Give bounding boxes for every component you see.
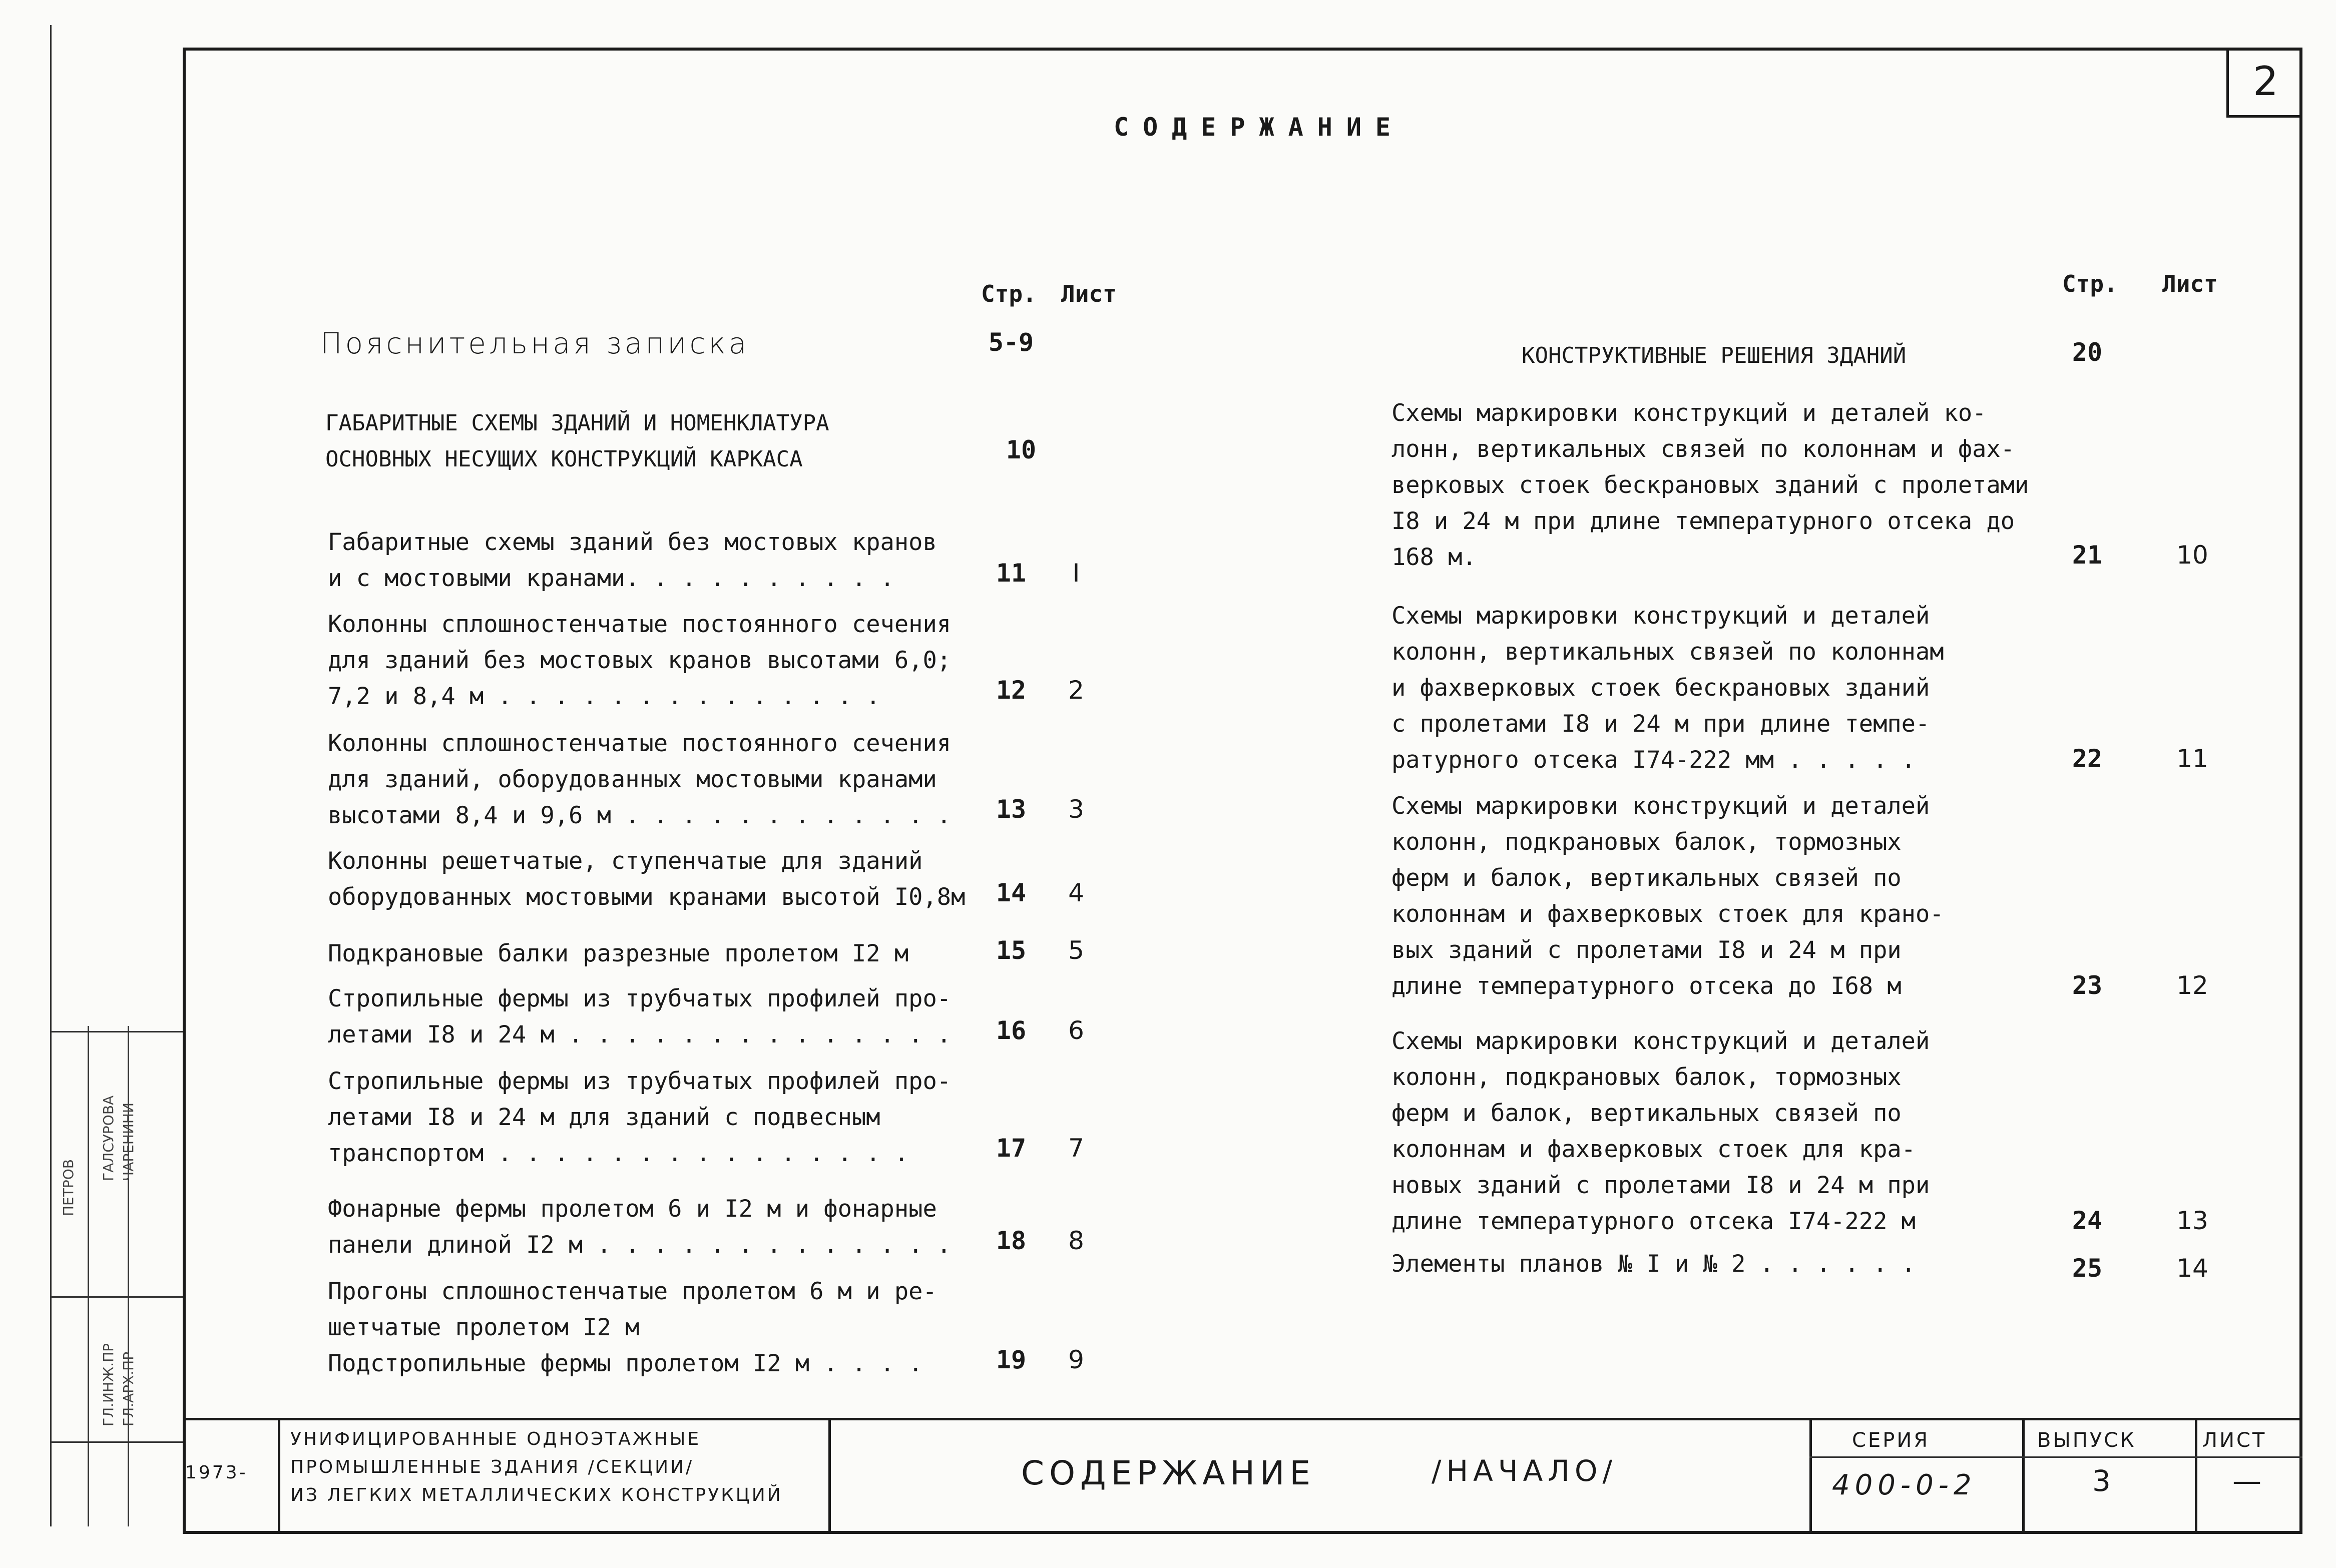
toc-entry-text: Схемы маркировки конструкций и деталей ко- лонн, вертикальных связей по колоннам и фах- верковых стоек бескрановых зданий с пролетами I8 и 24 м при длине температурного отсека до 168 м. — [1391, 399, 2029, 571]
toc-entry-page: 17 — [996, 1134, 1027, 1163]
toc-entry-page: 13 — [996, 795, 1027, 824]
page-number-box — [2226, 48, 2302, 118]
right-sheet-header: Лист — [2162, 270, 2218, 297]
binding-line — [128, 1026, 129, 1526]
toc-entry-text: Фонарные фермы пролетом 6 и I2 м и фонарные панели длиной I2 м . . . . . . . . . . . . . — [328, 1195, 952, 1259]
binding-line — [50, 1031, 183, 1032]
toc-entry-text: Колонны решетчатые, ступенчатые для зданий оборудованных мостовыми кранами высотой I0,8м — [328, 847, 966, 911]
toc-entry-text: Стропильные фермы из трубчатых профилей про- летами I8 и 24 м для зданий с подвесным транспортом . . . . . . . . . . . . . . . — [328, 1068, 952, 1167]
toc-entry-page: 24 — [2072, 1206, 2103, 1235]
toc-entry-text: Пояснительная записка — [320, 326, 750, 360]
left-sheet-header: Лист — [1061, 280, 1117, 307]
toc-entry-sheet: 9 — [1068, 1345, 1084, 1374]
toc-entry-text: Прогоны сплошностенчатые пролетом 6 м и ре- шетчатые пролетом I2 м Подстропильные фермы пролетом I2 м . . . . — [328, 1278, 937, 1377]
stamp-sheet-title: СОДЕРЖАНИЕ — [1021, 1454, 1316, 1492]
stamp-sheet-value: — — [2232, 1464, 2266, 1498]
stamp-series-value: 400-0-2 — [1832, 1469, 1977, 1501]
side-label: ЧАРЕНИНИ — [120, 1103, 137, 1181]
toc-entry-sheet: 8 — [1068, 1226, 1084, 1255]
binding-line — [50, 1296, 183, 1298]
stamp-year: 1973- — [185, 1462, 248, 1483]
toc-entry-sheet: 10 — [2176, 541, 2208, 570]
stamp-sub-line — [1809, 1456, 2302, 1458]
toc-entry-sheet: 12 — [2176, 971, 2208, 1000]
toc-entry-page: 10 — [1006, 435, 1037, 464]
page-number: 2 — [2253, 58, 2278, 105]
toc-entry-text: Схемы маркировки конструкций и деталей колонн, вертикальных связей по колоннам и фахверковых стоек бескрановых зданий с пролетами I8 и 24 м при длине темпе- ратурного отсека I74-222 мм . . . . . — [1391, 602, 1944, 774]
stamp-divider — [2022, 1418, 2025, 1534]
toc-entry-page: 23 — [2072, 971, 2103, 1000]
toc-section-heading: ГАБАРИТНЫЕ СХЕМЫ ЗДАНИЙ И НОМЕНКЛАТУРА ОСНОВНЫХ НЕСУЩИХ КОНСТРУКЦИЙ КАРКАСА — [325, 410, 829, 472]
side-label: ГЛ.ИНЖ.ПР — [100, 1343, 117, 1426]
left-page-header: Стр. — [981, 280, 1037, 307]
stamp-issue-label: ВЫПУСК — [2037, 1429, 2136, 1452]
right-page-header: Стр. — [2062, 270, 2118, 297]
stamp-sheet-subtitle: /НАЧАЛО/ — [1432, 1454, 1618, 1488]
side-label: ПЕТРОВ — [60, 1159, 77, 1216]
toc-entry-sheet: 5 — [1068, 936, 1084, 965]
toc-entry-sheet: 13 — [2176, 1206, 2208, 1235]
toc-entry-page: 22 — [2072, 744, 2103, 773]
toc-section-heading: КОНСТРУКТИВНЫЕ РЕШЕНИЯ ЗДАНИЙ — [1522, 343, 1907, 368]
stamp-description: УНИФИЦИРОВАННЫЕ ОДНОЭТАЖНЫЕ ПРОМЫШЛЕННЫЕ ЗДАНИЯ /СЕКЦИИ/ ИЗ ЛЕГКИХ МЕТАЛЛИЧЕСКИХ КОНСТРУКЦИЙ — [290, 1429, 783, 1505]
toc-entry-sheet: 4 — [1068, 878, 1084, 907]
toc-entry-text: Стропильные фермы из трубчатых профилей про- летами I8 и 24 м . . . . . . . . . . . . . . — [328, 985, 952, 1049]
toc-entry-text: Колонны сплошностенчатые постоянного сечения для зданий, оборудованных мостовыми кранами высотами 8,4 и 9,6 м . . . . . . . . . . . . — [328, 730, 952, 829]
toc-entry-page: 25 — [2072, 1254, 2103, 1283]
toc-entry-sheet: 2 — [1068, 676, 1084, 705]
binding-line — [50, 1441, 183, 1443]
stamp-issue-value: 3 — [2092, 1464, 2116, 1498]
side-label: ГЛ.АРХ.ПР — [120, 1351, 137, 1426]
binding-line — [88, 1026, 89, 1526]
toc-entry-page: 11 — [996, 559, 1027, 588]
toc-entry-text: Подкрановые балки разрезные пролетом I2 м — [328, 940, 909, 967]
toc-entry-page: 20 — [2072, 338, 2103, 367]
stamp-divider — [278, 1418, 280, 1534]
stamp-divider — [828, 1418, 831, 1534]
toc-entry-text: Схемы маркировки конструкций и деталей колонн, подкрановых балок, тормозных ферм и балок, вертикальных связей по колоннам и фахверковых стоек для крано- вых зданий с пролетами I8 и 24 м при длине температурного отсека до I68 м — [1391, 792, 1944, 1000]
toc-entry-page: 14 — [996, 878, 1027, 907]
toc-entry-sheet: 6 — [1068, 1016, 1084, 1045]
stamp-series-label: СЕРИЯ — [1852, 1429, 1930, 1452]
toc-entry-sheet: 7 — [1068, 1134, 1084, 1163]
document-title: СОДЕРЖАНИЕ — [1114, 113, 1405, 142]
side-label: ГАЛСУРОВА — [100, 1095, 117, 1181]
toc-entry-page: 12 — [996, 676, 1027, 705]
toc-entry-page: 5-9 — [988, 328, 1034, 357]
toc-entry-page: 19 — [996, 1345, 1027, 1374]
stamp-sheet-label: ЛИСТ — [2202, 1429, 2267, 1452]
toc-entry-sheet: 11 — [2176, 744, 2208, 773]
toc-entry-page: 21 — [2072, 541, 2103, 570]
toc-entry-page: 16 — [996, 1016, 1027, 1045]
toc-entry-page: 18 — [996, 1226, 1027, 1255]
stamp-divider — [2195, 1418, 2197, 1534]
stamp-top-line — [183, 1418, 2302, 1420]
toc-entry-sheet: 3 — [1068, 795, 1084, 824]
toc-entry-text: Схемы маркировки конструкций и деталей колонн, подкрановых балок, тормозных ферм и балок, вертикальных связей по колоннам и фахверковых стоек для кра- новых зданий с пролетами I8 и 24 м при длине температурного отсека I74-222 м — [1391, 1027, 1930, 1235]
toc-entry-text: Колонны сплошностенчатые постоянного сечения для зданий без мостовых кранов высотами 6,0; 7,2 и 8,4 м . . . . . . . . . . . . . . — [328, 611, 952, 710]
toc-entry-page: 15 — [996, 936, 1027, 965]
toc-entry-sheet: I — [1072, 559, 1080, 588]
binding-line — [50, 25, 52, 1526]
stamp-divider — [1809, 1418, 1812, 1534]
toc-entry-text: Элементы планов № I и № 2 . . . . . . — [1391, 1250, 1916, 1278]
toc-entry-text: Габаритные схемы зданий без мостовых кранов и с мостовыми кранами. . . . . . . . . . — [328, 529, 937, 592]
toc-entry-sheet: 14 — [2176, 1254, 2208, 1283]
